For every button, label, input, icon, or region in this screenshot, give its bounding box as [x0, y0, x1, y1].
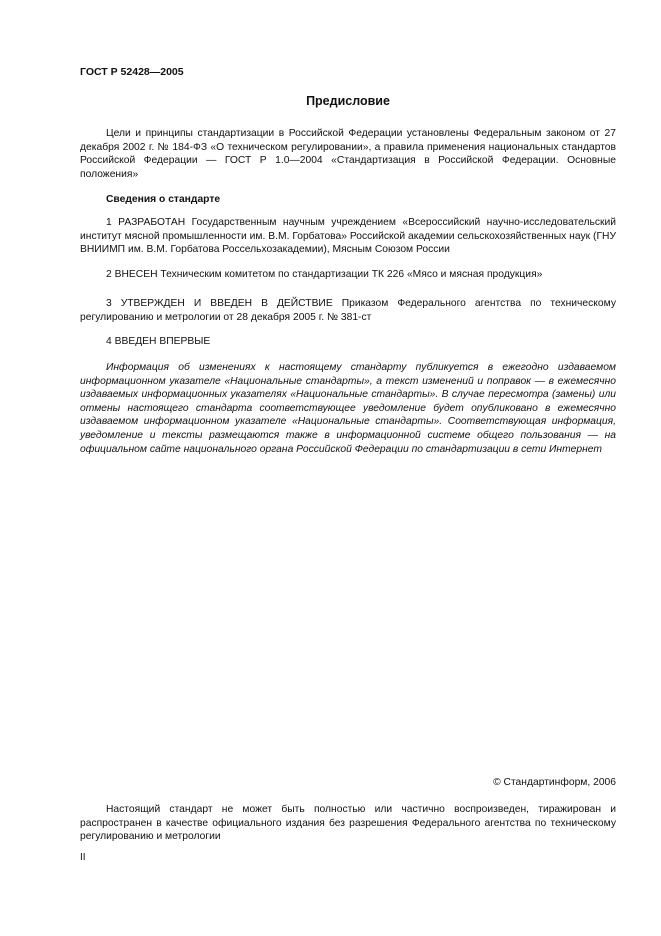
page-number: II — [80, 852, 86, 863]
preface-intro-paragraph: Цели и принципы стандартизации в Российской Федерации установлены Федеральным законом от 27 декабря 2002 г. № 184-ФЗ «О техническом регулировании», а правила применения национальных стандартов Российской Федерации — ГОСТ Р 1.0—2004 «Стандартизация в Российской Федерации. Основные положения» — [80, 128, 616, 180]
item-developed-by: 1 РАЗРАБОТАН Государственным научным учреждением «Всероссийский научно-исследовательский институт мясной промышленности им. В.М. Горбатова» Российской академии сельскохозяйственных наук (ГНУ ВНИИМП им. В.М. Горбатова Россельхозакадемии), Мясным Союзом России — [80, 217, 616, 256]
reproduction-notice: Настоящий стандарт не может быть полностью или частично воспроизведен, тиражирован и распространен в качестве официального издания без разрешения Федерального агентства по техническому регулированию и метрологии — [80, 804, 616, 843]
changes-info-note: Информация об изменениях к настоящему стандарту публикуется в ежегодно издаваемом информационном указателе «Национальные стандарты», а текст изменений и поправок — в ежемесячно издаваемых информационных указателях «Национальные стандарты». В случае пересмотра (замены) или отмены настоящего стандарта соответствующее уведомление будет опубликовано в ежемесячно издаваемом информационном указателе «Национальные стандарты». Соответствующая информация, уведомление и тексты размещаются также в информационной системе общего пользования — на официальном сайте национального органа Российской Федерации по стандартизации в сети Интернет — [80, 362, 616, 455]
preface-title: Предисловие — [306, 94, 390, 108]
item-approved: 3 УТВЕРЖДЕН И ВВЕДЕН В ДЕЙСТВИЕ Приказом Федерального агентства по техническому регулированию и метрологии от 28 декабря 2005 г. № 381-ст — [80, 298, 616, 323]
copyright-line: © Стандартинформ, 2006 — [493, 777, 616, 788]
item-submitted-by: 2 ВНЕСЕН Техническим комитетом по стандартизации ТК 226 «Мясо и мясная продукция» — [106, 269, 543, 280]
document-code: ГОСТ Р 52428—2005 — [80, 66, 184, 78]
about-standard-heading: Сведения о стандарте — [106, 194, 221, 205]
item-first-introduced: 4 ВВЕДЕН ВПЕРВЫЕ — [106, 336, 211, 347]
